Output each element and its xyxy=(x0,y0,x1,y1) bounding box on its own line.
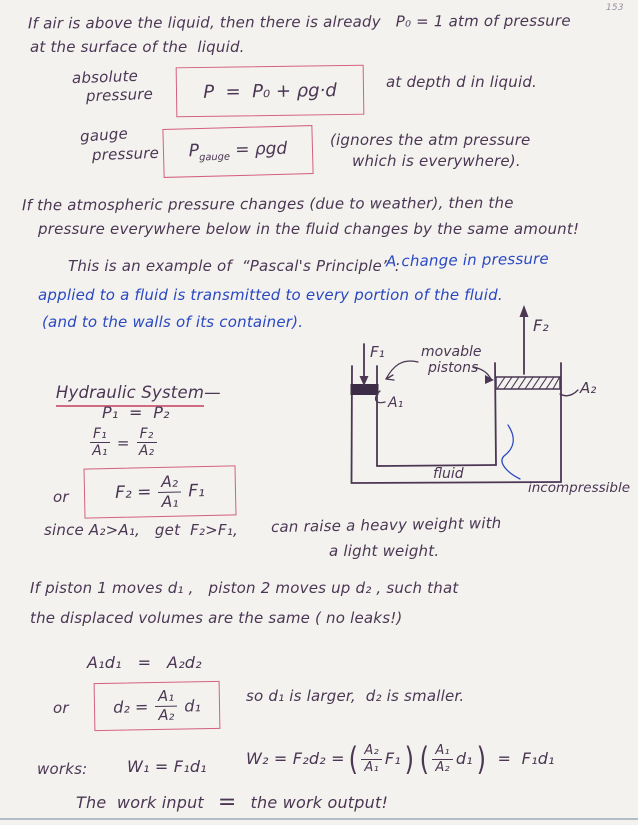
intro-line-2: at the surface of the liquid. xyxy=(30,38,245,56)
left-tube-outer-wall xyxy=(352,366,353,483)
diagram-label-a2: A₂ xyxy=(580,379,597,397)
intro-line-1: If air is above the liquid, then there is already P₀ = 1 atm of pressure xyxy=(27,11,571,33)
scan-bottom-edge xyxy=(0,818,638,820)
open-paren-2: ( xyxy=(419,740,429,778)
equation-f2-box xyxy=(83,465,236,518)
absolute-pressure-label-1: absolute xyxy=(71,66,139,88)
piston-line-2: the displaced volumes are the same ( no leaks!) xyxy=(30,609,403,627)
incompressible-pointer xyxy=(502,425,520,479)
equals-sign: = xyxy=(116,433,130,452)
gauge-pressure-label-2: pressure xyxy=(91,143,160,165)
fraction-a1-a2: $\frac{\text{A₁}}{\text{A₂}}$ xyxy=(155,689,178,723)
diagram-label-f2: F₂ xyxy=(533,316,549,335)
f2-arrowhead xyxy=(520,305,529,317)
or-label-1: or xyxy=(53,488,69,506)
work-output-equation: W₂ = F₂d₂ = ( $\frac{\text{A₂}}{\text{A₁}}$ F₁ ) ( $\frac{\text{A₁}}{\text{A₂}}$ d₁ ) = F₁d₁ xyxy=(246,740,555,778)
large-piston-hatching xyxy=(497,377,559,389)
small-piston xyxy=(351,384,379,395)
equation-f2: F₂ = $\frac{\text{A₂}}{\text{A₁}}$ F₁ xyxy=(114,471,206,511)
or-label-2: or xyxy=(53,699,69,717)
open-paren-1: ( xyxy=(348,740,358,778)
a2-connector xyxy=(560,390,578,396)
equation-d2: d₂ = $\frac{\text{A₁}}{\text{A₂}}$ d₁ xyxy=(113,687,201,724)
gauge-pressure-label-1: gauge xyxy=(79,124,129,146)
pascal-line-3-blue: A change in pressure xyxy=(385,249,550,271)
pascal-line-2: pressure everywhere below in the fluid changes by the same amount! xyxy=(38,220,580,238)
gauge-pressure-note-2: which is everywhere). xyxy=(352,152,521,170)
pascal-line-5: (and to the walls of its container). xyxy=(42,313,304,331)
heading-dash: — xyxy=(204,382,221,402)
paren-group-2: $\frac{\text{A₁}}{\text{A₂}}$ d₁ xyxy=(432,744,473,774)
d1-d2-note: so d₁ is larger, d₂ is smaller. xyxy=(246,687,465,705)
equation-volumes: A₁d₁ = A₂d₂ xyxy=(87,653,202,672)
diagram-label-incompressible: incompressible xyxy=(528,480,631,496)
light-weight-line: a light weight. xyxy=(329,542,440,560)
paren-group-1: $\frac{\text{A₂}}{\text{A₁}}$ F₁ xyxy=(361,744,401,774)
hydraulic-system-heading-text: Hydraulic System xyxy=(56,383,204,407)
diagram-label-f1: F₁ xyxy=(370,343,385,361)
diagram-label-a1: A₁ xyxy=(388,395,404,411)
hydraulic-system-heading xyxy=(45,362,221,403)
close-paren-1: ) xyxy=(404,740,415,778)
page-number: 153 xyxy=(606,3,624,13)
pascal-line-4: applied to a fluid is transmitted to every portion of the fluid. xyxy=(38,286,503,304)
diagram-label-movable: movable xyxy=(421,344,482,360)
equation-p1-p2: P₁ = P₂ xyxy=(102,403,170,422)
piston-line-1: If piston 1 moves d₁ , piston 2 moves up d₂ , such that xyxy=(30,579,459,597)
pascal-line-1: If the atmospheric pressure changes (due to weather), then the xyxy=(21,193,514,215)
equation-d2-box xyxy=(94,681,221,731)
big-equals: = xyxy=(217,790,237,815)
absolute-pressure-note: at depth d in liquid. xyxy=(386,73,538,91)
hydraulic-system-diagram xyxy=(328,300,638,500)
conclusion-line: The work input = the work output! xyxy=(76,790,389,815)
absolute-pressure-equation: P = P₀ + ρg·d xyxy=(203,79,337,103)
gauge-pressure-equation: $P_{gauge} = \rho gd$ xyxy=(188,139,288,164)
diagram-label-fluid: fluid xyxy=(433,466,464,482)
since-line: since A₂>A₁, get F₂>F₁, xyxy=(44,521,238,539)
gauge-pressure-equation-box xyxy=(162,125,313,178)
fraction-a2-a1: $\frac{\text{A₂}}{\text{A₁}}$ xyxy=(158,474,182,510)
heavy-weight-line: can raise a heavy weight with xyxy=(270,513,502,537)
gauge-pressure-note-1: (ignores the atm pressure xyxy=(330,131,531,149)
pascal-line-3: This is an example of “Pascal's Principle” : xyxy=(68,257,401,275)
works-label: works: xyxy=(37,760,88,778)
diagram-label-pistons: pistons xyxy=(428,360,479,376)
absolute-pressure-equation-box xyxy=(176,65,365,118)
fraction-f1-a1: $\frac{\text{F₁}}{\text{A₁}}$ xyxy=(90,427,110,459)
work-input-equation: W₁ = F₁d₁ xyxy=(127,757,207,776)
equation-force-ratio xyxy=(90,427,157,459)
fraction-f2-a2: $\frac{\text{F₂}}{\text{A₂}}$ xyxy=(137,427,157,459)
fraction-a2-a1-work: $\frac{\text{A₂}}{\text{A₁}}$ xyxy=(361,744,382,774)
close-paren-2: ) xyxy=(476,740,486,778)
fraction-a1-a2-work: $\frac{\text{A₁}}{\text{A₂}}$ xyxy=(432,744,453,774)
absolute-pressure-label-2: pressure xyxy=(85,84,154,106)
